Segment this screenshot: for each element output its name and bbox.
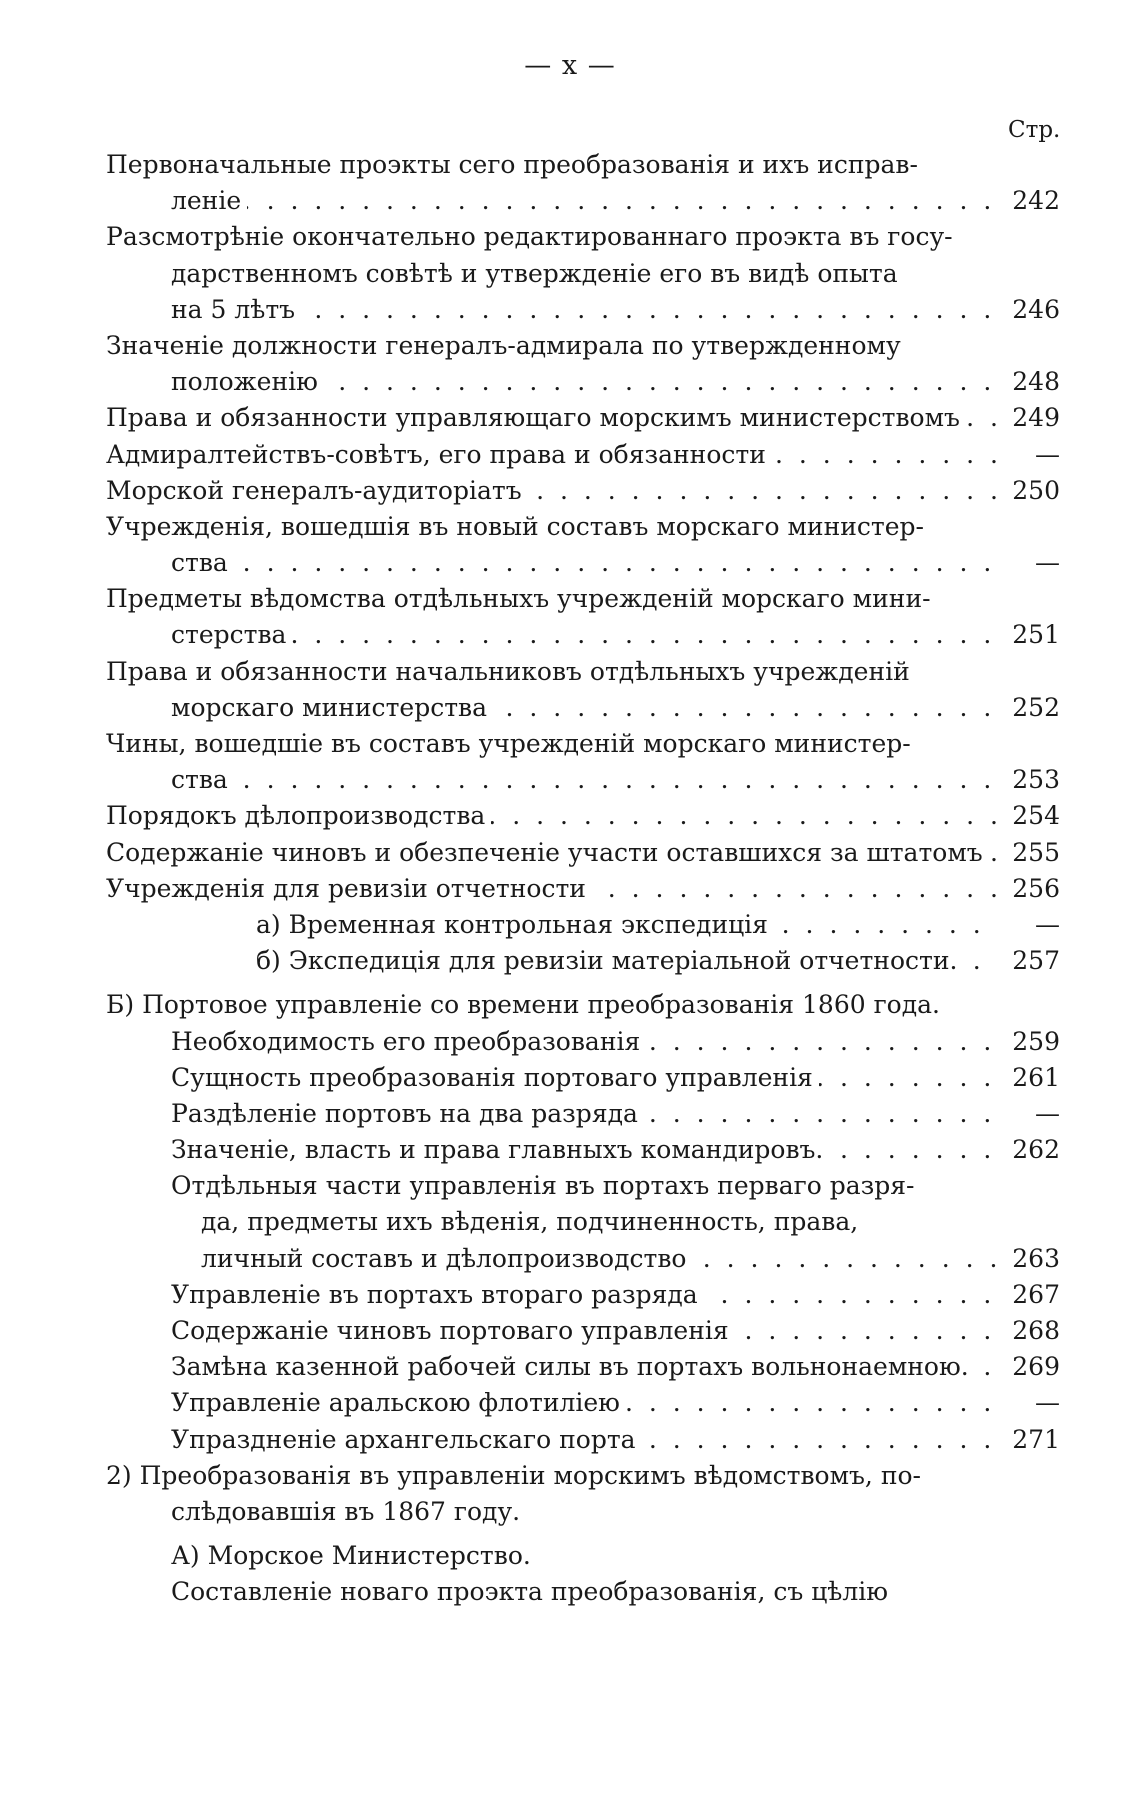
toc-page-number: 267 bbox=[1004, 1277, 1060, 1313]
toc-entry bbox=[106, 1422, 1060, 1458]
toc-entry-text: 2) Преобразованія въ управленіи морскимъ вѣдомствомъ, по- bbox=[106, 1461, 927, 1490]
toc-line bbox=[106, 581, 1060, 617]
toc-line bbox=[171, 1313, 1060, 1349]
toc-line bbox=[106, 871, 1060, 907]
toc-entry-text: ства bbox=[171, 548, 234, 577]
toc-line bbox=[106, 987, 1060, 1023]
toc-entry-text: Сущность преобразованія портоваго управленія bbox=[171, 1063, 819, 1092]
toc-line bbox=[106, 147, 1060, 183]
toc-page-number: 271 bbox=[1004, 1422, 1060, 1458]
toc-entry bbox=[106, 1385, 1060, 1421]
toc-entry-text: личный составъ и дѣлопроизводство bbox=[201, 1244, 692, 1273]
toc-page-number: — bbox=[1004, 907, 1060, 943]
toc-entry-text: Права и обязанности начальниковъ отдѣльныхъ учрежденій bbox=[106, 657, 916, 686]
toc-entry-text: ства bbox=[171, 765, 234, 794]
toc-entry bbox=[106, 473, 1060, 509]
toc-entry-text: Управленіе въ портахъ втораго разряда bbox=[171, 1280, 704, 1309]
toc-page-number: 248 bbox=[1004, 364, 1060, 400]
toc-line bbox=[171, 1494, 1060, 1530]
toc-line bbox=[106, 328, 1060, 364]
toc-entry bbox=[106, 726, 1060, 798]
toc-entry bbox=[106, 871, 1060, 907]
toc-page-number: 259 bbox=[1004, 1024, 1060, 1060]
toc-page-number: 255 bbox=[1004, 835, 1060, 871]
toc-entry-text: Разсмотрѣніе окончательно редактированнаго проэкта въ госу- bbox=[106, 222, 959, 251]
toc-entry-text: Предметы вѣдомства отдѣльныхъ учрежденій морскаго мини- bbox=[106, 584, 937, 613]
toc-entry-text: А) Морское Министерство. bbox=[171, 1541, 537, 1570]
toc-line bbox=[106, 437, 1060, 473]
toc-entry bbox=[106, 581, 1060, 653]
toc-page-number: 242 bbox=[1004, 183, 1060, 219]
toc-entry-text: морскаго министерства bbox=[171, 693, 493, 722]
table-of-contents bbox=[106, 147, 1060, 1611]
toc-entry-text: Раздѣленіе портовъ на два разряда bbox=[171, 1099, 644, 1128]
toc-line bbox=[171, 1277, 1060, 1313]
toc-line bbox=[171, 1024, 1060, 1060]
toc-line bbox=[171, 1168, 1060, 1204]
toc-page-number: 254 bbox=[1004, 798, 1060, 834]
toc-entry bbox=[106, 654, 1060, 726]
toc-entry-text: Составленіе новаго проэкта преобразованія, съ цѣлію bbox=[171, 1577, 894, 1606]
toc-page-number: 252 bbox=[1004, 690, 1060, 726]
toc-entry-text: Права и обязанности управляющаго морскимъ министерствомъ bbox=[106, 403, 966, 432]
toc-entry bbox=[106, 1277, 1060, 1313]
toc-page-number: 249 bbox=[1004, 400, 1060, 436]
toc-entry-text: Учрежденія для ревизіи отчетности bbox=[106, 874, 592, 903]
toc-line bbox=[171, 1538, 1060, 1574]
toc-entry bbox=[106, 1574, 1060, 1610]
toc-entry-text: дарственномъ совѣтѣ и утвержденіе его въ видѣ опыта bbox=[171, 259, 904, 288]
toc-entry-text: Упраздненіе архангельскаго порта bbox=[171, 1425, 642, 1454]
toc-line bbox=[171, 762, 1060, 798]
toc-line bbox=[171, 1060, 1060, 1096]
toc-line bbox=[201, 1241, 1060, 1277]
toc-entry-text: Замѣна казенной рабочей силы въ портахъ вольнонаемною. bbox=[171, 1352, 975, 1381]
toc-entry-text: а) Временная контрольная экспедиція bbox=[256, 910, 774, 939]
toc-line bbox=[171, 256, 1060, 292]
toc-page-number: — bbox=[1004, 437, 1060, 473]
toc-entry bbox=[106, 1024, 1060, 1060]
toc-entry-text: Необходимость его преобразованія bbox=[171, 1027, 646, 1056]
toc-entry-text: Значеніе, власть и права главныхъ командировъ. bbox=[171, 1135, 829, 1164]
toc-line bbox=[171, 1422, 1060, 1458]
toc-line bbox=[171, 183, 1060, 219]
toc-entry-text: Порядокъ дѣлопроизводства bbox=[106, 801, 491, 830]
toc-line bbox=[171, 617, 1060, 653]
toc-line bbox=[256, 907, 1060, 943]
toc-entry-text: Б) Портовое управленіе со времени преобразованія 1860 года. bbox=[106, 990, 946, 1019]
toc-page-number: 250 bbox=[1004, 473, 1060, 509]
toc-entry bbox=[106, 987, 1060, 1023]
toc-entry bbox=[106, 1096, 1060, 1132]
toc-page-number: 253 bbox=[1004, 762, 1060, 798]
toc-entry bbox=[106, 1538, 1060, 1574]
toc-entry bbox=[106, 1132, 1060, 1168]
toc-line bbox=[106, 726, 1060, 762]
toc-page-number: 256 bbox=[1004, 871, 1060, 907]
toc-entry-text: Управленіе аральскою флотиліею bbox=[171, 1388, 626, 1417]
toc-line bbox=[106, 798, 1060, 834]
toc-page-number: — bbox=[1004, 1096, 1060, 1132]
toc-line bbox=[106, 509, 1060, 545]
toc-entry-text: леніе bbox=[171, 186, 247, 215]
toc-entry bbox=[106, 1349, 1060, 1385]
toc-entry bbox=[106, 1458, 1060, 1530]
toc-entry bbox=[106, 147, 1060, 219]
toc-entry bbox=[106, 907, 1060, 943]
toc-line bbox=[106, 654, 1060, 690]
toc-line bbox=[171, 545, 1060, 581]
toc-entry bbox=[106, 328, 1060, 400]
toc-entry-text: б) Экспедиція для ревизіи матеріальной отчетности. bbox=[256, 946, 963, 975]
toc-entry-text: Учрежденія, вошедшія въ новый составъ морскаго министер- bbox=[106, 512, 930, 541]
toc-entry bbox=[106, 1060, 1060, 1096]
toc-entry bbox=[106, 1168, 1060, 1277]
toc-line bbox=[201, 1204, 1060, 1240]
toc-page-number: 257 bbox=[1004, 943, 1060, 979]
toc-entry-text: Значеніе должности генералъ-адмирала по утвержденному bbox=[106, 331, 907, 360]
toc-page-number: 268 bbox=[1004, 1313, 1060, 1349]
toc-entry-text: Адмиралтействъ-совѣтъ, его права и обязанности bbox=[106, 440, 772, 469]
toc-entry-text: положенію bbox=[171, 367, 324, 396]
toc-entry-text: Морской генералъ-аудиторіатъ bbox=[106, 476, 528, 505]
toc-line bbox=[171, 1349, 1060, 1385]
toc-line bbox=[106, 835, 1060, 871]
toc-line bbox=[171, 292, 1060, 328]
toc-line bbox=[171, 364, 1060, 400]
toc-page-number: — bbox=[1004, 1385, 1060, 1421]
toc-line bbox=[171, 1574, 1060, 1610]
toc-line bbox=[171, 690, 1060, 726]
toc-entry bbox=[106, 798, 1060, 834]
toc-entry-text: Отдѣльныя части управленія въ портахъ перваго разря- bbox=[171, 1171, 920, 1200]
toc-entry-text: стерства bbox=[171, 620, 292, 649]
toc-entry bbox=[106, 509, 1060, 581]
toc-entry-text: на 5 лѣтъ bbox=[171, 295, 301, 324]
page-number-header: — x — bbox=[524, 50, 616, 81]
toc-line bbox=[171, 1096, 1060, 1132]
toc-page-number: 262 bbox=[1004, 1132, 1060, 1168]
toc-entry bbox=[106, 835, 1060, 871]
toc-line bbox=[171, 1385, 1060, 1421]
toc-page-number: 269 bbox=[1004, 1349, 1060, 1385]
toc-entry bbox=[106, 437, 1060, 473]
toc-entry-text: Первоначальные проэкты сего преобразованія и ихъ исправ- bbox=[106, 150, 924, 179]
toc-line bbox=[106, 400, 1060, 436]
toc-line bbox=[106, 1458, 1060, 1494]
toc-entry-text: Содержаніе чиновъ и обезпеченіе участи оставшихся за штатомъ bbox=[106, 838, 989, 867]
toc-line bbox=[106, 473, 1060, 509]
toc-page-number: — bbox=[1004, 545, 1060, 581]
toc-page-number: 263 bbox=[1004, 1241, 1060, 1277]
toc-page-number: 261 bbox=[1004, 1060, 1060, 1096]
toc-page-number: 246 bbox=[1004, 292, 1060, 328]
toc-entry-text: слѣдовавшія въ 1867 году. bbox=[171, 1497, 526, 1526]
toc-line bbox=[171, 1132, 1060, 1168]
toc-entry bbox=[106, 400, 1060, 436]
toc-entry-text: Содержаніе чиновъ портоваго управленія bbox=[171, 1316, 735, 1345]
toc-page-number: 251 bbox=[1004, 617, 1060, 653]
toc-entry-text: да, предметы ихъ вѣденія, подчиненность, права, bbox=[201, 1207, 864, 1236]
toc-line bbox=[256, 943, 1060, 979]
page-column-label: Стр. bbox=[1008, 117, 1061, 143]
toc-entry bbox=[106, 1313, 1060, 1349]
toc-entry bbox=[106, 219, 1060, 328]
toc-entry bbox=[106, 943, 1060, 979]
toc-line bbox=[106, 219, 1060, 255]
toc-entry-text: Чины, вошедшіе въ составъ учрежденій морскаго министер- bbox=[106, 729, 917, 758]
